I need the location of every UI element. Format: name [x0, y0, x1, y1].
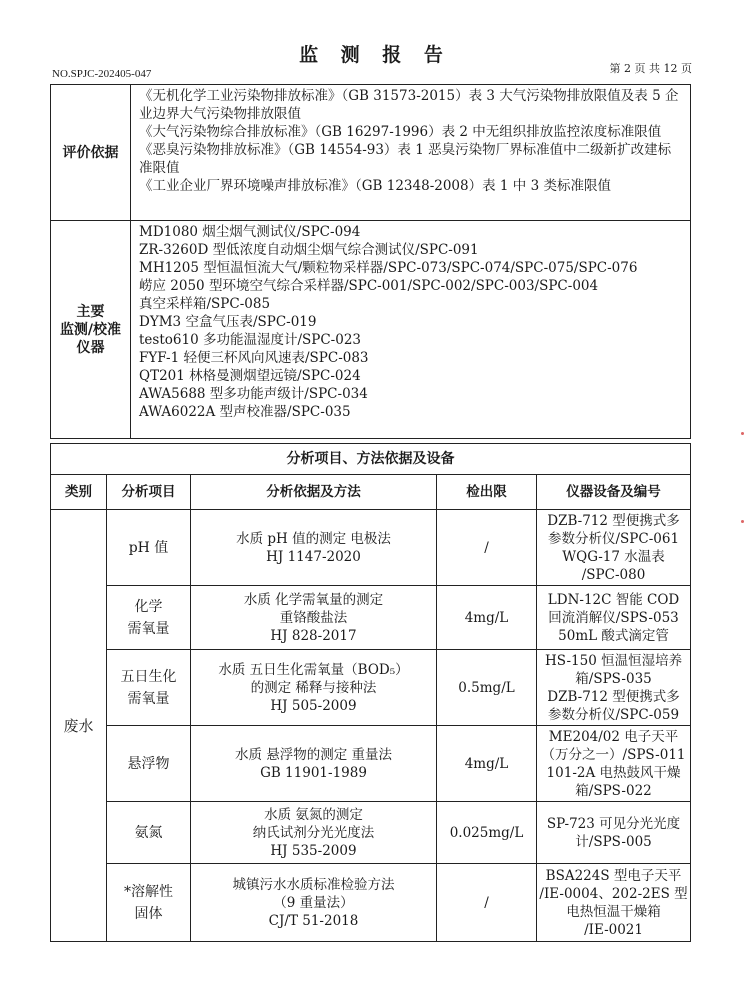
method-line: 水质 氨氮的测定 [264, 806, 363, 823]
item-line: 化学 [134, 598, 163, 615]
report-title: 监 测 报 告 [299, 44, 451, 66]
analysis-table [50, 443, 691, 942]
method-line: GB 11901-1989 [260, 764, 367, 781]
header-item: 分析项目 [107, 475, 191, 510]
basis-instruments-table [50, 84, 691, 439]
table-row [51, 650, 691, 726]
item-line: 需氧量 [127, 620, 170, 637]
equipment-line: 50mL 酸式滴定管 [558, 627, 669, 644]
instrument-line: FYF-1 轻便三杯风向风速表/SPC-083 [139, 350, 369, 366]
method-line: 的测定 稀释与接种法 [250, 679, 377, 696]
equipment-line: HS-150 恒温恒湿培养 [544, 652, 683, 669]
method-cell [191, 510, 437, 586]
instrument-line: DYM3 空盒气压表/SPC-019 [139, 314, 317, 330]
equipment-line: SP-723 可见分光光度 [546, 815, 681, 832]
equipment-line: ME204/02 电子天平 [548, 728, 679, 745]
evaluation-line: 《恶臭污染物排放标准》（GB 14554-93）表 1 恶臭污染物厂界标准值中二级新扩改建标准限值 [139, 142, 672, 176]
equipment-line: 箱/SPS-035 [575, 670, 652, 687]
margin-speck [741, 432, 744, 435]
method-line: 城镇污水水质标准检验方法 [232, 876, 395, 893]
equipment-line: 参数分析仪/SPC-061 [548, 530, 680, 547]
method-line: 水质 pH 值的测定 电极法 [236, 530, 391, 547]
item-cell [107, 650, 191, 726]
method-cell [191, 726, 437, 802]
instruments-label-line: 仪器 [76, 339, 105, 356]
header-limit: 检出限 [437, 475, 537, 510]
method-line: CJ/T 51-2018 [268, 912, 359, 929]
equipment-cell [537, 586, 691, 650]
instrument-line: ZR-3260D 型低浓度自动烟尘烟气综合测试仪/SPC-091 [139, 242, 479, 258]
instrument-line: testo610 多功能温湿度计/SPC-023 [139, 332, 361, 348]
equipment-line: WQG-17 水温表 [562, 548, 665, 565]
instruments-label-line: 主要 [76, 303, 105, 320]
instrument-line: 崂应 2050 型环境空气综合采样器/SPC-001/SPC-002/SPC-003/SPC-004 [139, 278, 599, 294]
equipment-cell [537, 802, 691, 864]
report-number: NO.SPJC-202405-047 [52, 68, 152, 80]
method-line: （9 重量法） [273, 894, 354, 911]
equipment-line: （万分之一）/SPS-011 [541, 746, 686, 763]
method-line: HJ 535-2009 [270, 842, 357, 859]
method-line: 水质 悬浮物的测定 重量法 [234, 746, 393, 763]
equipment-line: 计/SPS-005 [575, 833, 652, 850]
item-line: 需氧量 [127, 690, 170, 707]
table-row [51, 510, 691, 586]
equipment-line: DZB-712 型便携式多 [547, 512, 680, 529]
equipment-cell [537, 510, 691, 586]
item-line: 五日生化 [120, 668, 177, 685]
instrument-line: MD1080 烟尘烟气测试仪/SPC-094 [139, 224, 361, 240]
method-line: 水质 五日生化需氧量（BOD₅） [218, 661, 409, 678]
equipment-line: /IE-0021 [584, 921, 643, 938]
method-line: 纳氏试剂分光光度法 [252, 824, 375, 841]
equipment-line: 电热恒温干燥箱 [566, 903, 661, 920]
instrument-line: MH1205 型恒温恒流大气/颗粒物采样器/SPC-073/SPC-074/SPC-075/SPC-076 [139, 260, 638, 276]
table-row [51, 726, 691, 802]
limit-cell: 4mg/L [437, 586, 537, 650]
page-number: 第 2 页 共 12 页 [609, 62, 692, 75]
evaluation-line: 《无机化学工业污染物排放标准》（GB 31573-2015）表 3 大气污染物排放限值及表 5 企业边界大气污染物排放限值 [139, 88, 679, 122]
method-cell [191, 864, 437, 942]
analysis-section-title: 分析项目、方法依据及设备 [51, 444, 691, 475]
instrument-line: AWA6022A 型声校准器/SPC-035 [139, 404, 351, 420]
item-line: 悬浮物 [127, 755, 170, 772]
item-line: *溶解性 [124, 883, 173, 900]
method-line: HJ 1147-2020 [266, 548, 361, 565]
equipment-cell [537, 650, 691, 726]
limit-cell: 4mg/L [437, 726, 537, 802]
equipment-cell [537, 864, 691, 942]
method-line: HJ 505-2009 [270, 697, 357, 714]
header-method: 分析依据及方法 [191, 475, 437, 510]
margin-speck [741, 520, 744, 523]
method-line: 水质 化学需氧量的测定 [243, 591, 384, 608]
method-cell [191, 586, 437, 650]
equipment-line: 回流消解仪/SPS-053 [548, 609, 679, 626]
limit-cell: / [437, 864, 537, 942]
method-line: HJ 828-2017 [270, 627, 357, 644]
method-cell [191, 802, 437, 864]
instrument-line: 真空采样箱/SPC-085 [139, 296, 271, 312]
equipment-line: BSA224S 型电子天平 [545, 867, 682, 884]
limit-cell: / [437, 510, 537, 586]
header-category: 类别 [51, 475, 107, 510]
instruments-content [131, 221, 691, 439]
evaluation-line: 《大气污染物综合排放标准》（GB 16297-1996）表 2 中无组织排放监控浓度标准限值 [139, 124, 662, 140]
equipment-line: 箱/SPS-022 [575, 782, 652, 799]
instruments-row [51, 221, 691, 439]
instruments-label-line: 监测/校准 [59, 321, 122, 338]
header-equipment: 仪器设备及编号 [537, 475, 691, 510]
instrument-line: AWA5688 型多功能声级计/SPC-034 [139, 386, 368, 402]
equipment-line: LDN-12C 智能 COD [547, 591, 680, 608]
evaluation-label: 评价依据 [51, 85, 131, 221]
table-row [51, 586, 691, 650]
item-cell [107, 726, 191, 802]
item-line: 氨氮 [134, 824, 163, 841]
limit-cell: 0.5mg/L [437, 650, 537, 726]
item-line: pH 值 [128, 539, 169, 556]
item-line: 固体 [134, 905, 163, 922]
item-cell [107, 510, 191, 586]
equipment-line: DZB-712 型便携式多 [547, 688, 680, 705]
method-line: 重铬酸盐法 [279, 609, 348, 626]
equipment-cell [537, 726, 691, 802]
category-cell: 废水 [51, 510, 107, 942]
equipment-line: /IE-0004、202-2ES 型 [539, 885, 688, 902]
evaluation-content [131, 85, 691, 221]
table-row [51, 864, 691, 942]
analysis-header-row [51, 475, 691, 510]
table-row [51, 802, 691, 864]
item-cell [107, 864, 191, 942]
evaluation-line: 《工业企业厂界环境噪声排放标准》（GB 12348-2008）表 1 中 3 类标准限值 [139, 178, 611, 194]
instrument-line: QT201 林格曼测烟望远镜/SPC-024 [139, 368, 361, 384]
equipment-line: 101-2A 电热鼓风干燥 [546, 764, 681, 781]
method-cell [191, 650, 437, 726]
limit-cell: 0.025mg/L [437, 802, 537, 864]
equipment-line: /SPC-080 [581, 566, 646, 583]
item-cell [107, 586, 191, 650]
item-cell [107, 802, 191, 864]
evaluation-row [51, 85, 691, 221]
equipment-line: 参数分析仪/SPC-059 [548, 706, 680, 723]
instruments-label [51, 221, 131, 439]
